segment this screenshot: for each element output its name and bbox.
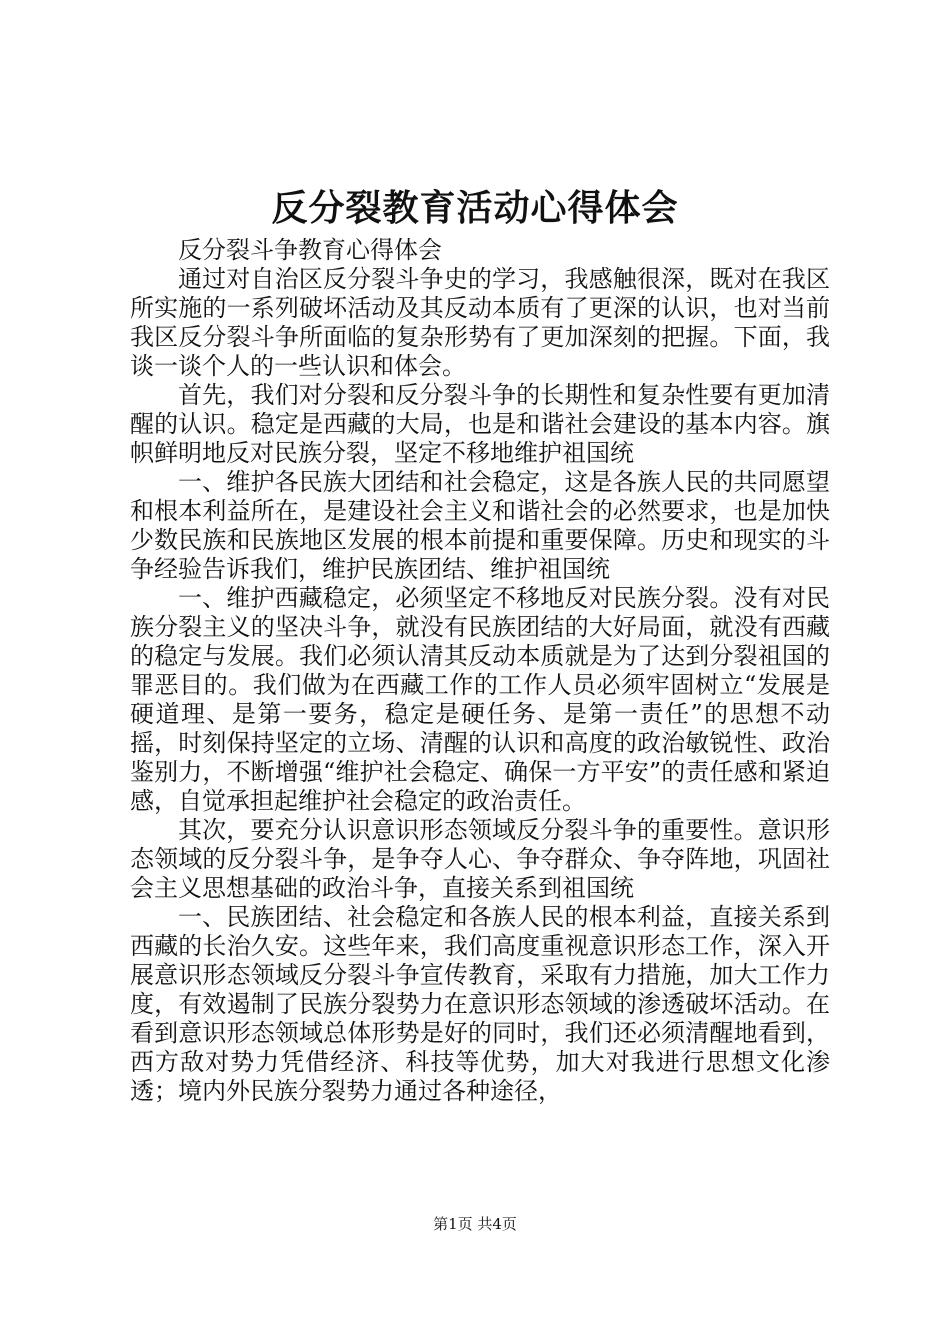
paragraph: 一、民族团结、社会稳定和各族人民的根本利益，直接关系到西藏的长治久安。这些年来，我们高度重视意识形态工作，深入开展意识形态领域反分裂斗争宣传教育，采取有力措施，加大工作力度，有效遏制了民族分裂势力在意识形态领域的渗透破坏活动。在看到意识形态领域总体形势是好的同时，我们还必须清醒地看到，西方敌对势力凭借经济、科技等优势，加大对我进行思想文化渗透；境内外民族分裂势力通过各种途径， [130, 903, 830, 1105]
document-body [130, 236, 830, 1106]
paragraph-subtitle: 反分裂斗争教育心得体会 [178, 236, 442, 264]
paragraph: 一、维护各民族大团结和社会稳定，这是各族人民的共同愿望和根本利益所在，是建设社会主义和谐社会的必然要求，也是加快少数民族和民族地区发展的根本前提和重要保障。历史和现实的斗争经验告诉我们，维护民族团结、维护祖国统 [130, 468, 830, 583]
document-title: 反分裂教育活动心得体会 [271, 188, 679, 229]
page-number-footer: 第1页 共4页 [433, 1215, 517, 1233]
paragraph: 通过对自治区反分裂斗争史的学习，我感触很深，既对在我区所实施的一系列破坏活动及其反动本质有了更深的认识，也对当前我区反分裂斗争所面临的复杂形势有了更加深刻的把握。下面，我谈一谈个人的一些认识和体会。 [130, 265, 830, 380]
paragraph: 首先，我们对分裂和反分裂斗争的长期性和复杂性要有更加清醒的认识。稳定是西藏的大局，也是和谐社会建设的基本内容。旗帜鲜明地反对民族分裂，坚定不移地维护祖国统 [130, 381, 830, 467]
paragraph: 一、维护西藏稳定，必须坚定不移地反对民族分裂。没有对民族分裂主义的坚决斗争，就没有民族团结的大好局面，就没有西藏的稳定与发展。我们必须认清其反动本质就是为了达到分裂祖国的罪恶目的。我们做为在西藏工作的工作人员必须牢固树立“发展是硬道理、是第一要务，稳定是硬任务、是第一责任”的思想不动摇，时刻保持坚定的立场、清醒的认识和高度的政治敏锐性、政治鉴别力，不断增强“维护社会稳定、确保一方平安”的责任感和紧迫感，自觉承担起维护社会稳定的政治责任。 [130, 584, 830, 815]
paragraph: 其次，要充分认识意识形态领域反分裂斗争的重要性。意识形态领域的反分裂斗争，是争夺人心、争夺群众、争夺阵地，巩固社会主义思想基础的政治斗争，直接关系到祖国统 [130, 816, 830, 902]
